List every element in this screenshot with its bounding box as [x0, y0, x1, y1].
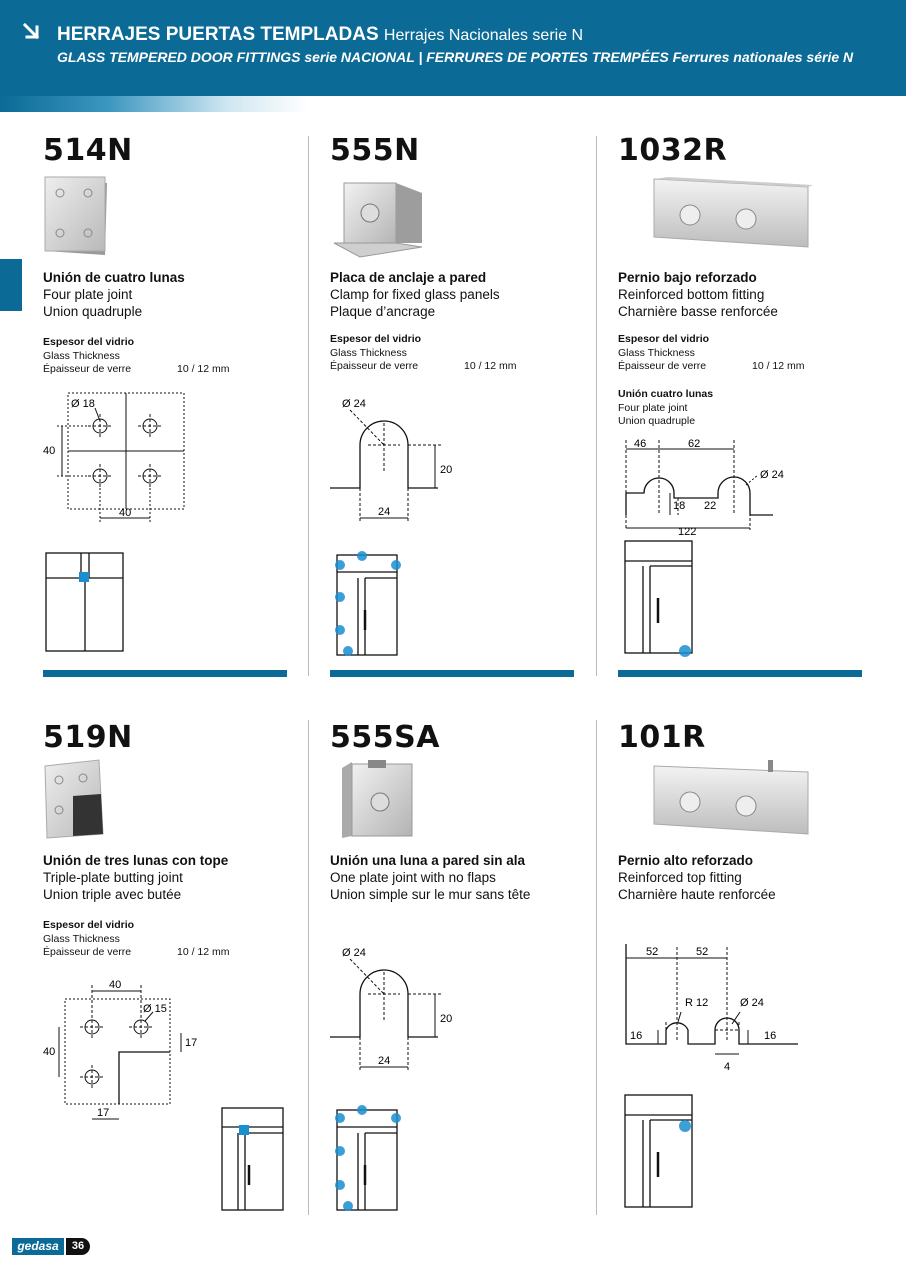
svg-text:Ø 24: Ø 24	[342, 947, 366, 959]
brand-logo: gedasa	[12, 1238, 64, 1255]
header-gradient-band	[0, 96, 906, 112]
technical-drawing	[330, 942, 480, 1077]
door-diagram	[218, 1105, 288, 1220]
technical-drawing	[618, 942, 803, 1082]
technical-drawing	[43, 388, 193, 528]
svg-text:62: 62	[688, 438, 701, 450]
spec-glass-thickness: Espesor del vidrio Glass Thickness Épaisseur de verre 10 / 12 mm	[43, 919, 230, 958]
technical-drawing	[618, 435, 798, 540]
column-divider	[596, 720, 597, 1215]
product-description: Unión de tres lunas con tope Triple-plate butting joint Union triple avec butée	[43, 853, 229, 902]
svg-text:Ø 24: Ø 24	[740, 997, 764, 1009]
svg-text:46: 46	[634, 438, 647, 450]
product-photo	[648, 760, 813, 840]
svg-text:40: 40	[43, 1046, 56, 1058]
fitting-marker	[679, 645, 691, 657]
svg-text:Ø 24: Ø 24	[342, 398, 366, 410]
door-diagram	[43, 550, 133, 660]
svg-text:24: 24	[378, 506, 391, 518]
product-description: Unión de cuatro lunas Four plate joint Union quadruple	[43, 270, 185, 319]
section-bar	[43, 670, 287, 677]
spec-glass-thickness: Espesor del vidrio Glass Thickness Épaisseur de verre 10 / 12 mm	[43, 336, 230, 375]
product-description: Unión una luna a pared sin ala One plate joint with no flaps Union simple sur le mur sans tête	[330, 853, 531, 902]
product-photo	[43, 758, 113, 840]
product-code: 1032R	[618, 133, 728, 168]
section-bar	[618, 670, 862, 677]
door-diagram	[618, 1092, 708, 1217]
product-photo	[338, 760, 418, 840]
svg-text:24: 24	[378, 1055, 391, 1067]
page-number: 36	[66, 1238, 90, 1255]
column-divider	[596, 136, 597, 676]
product-code: 555SA	[330, 720, 440, 755]
side-tab	[0, 259, 22, 311]
product-code: 101R	[618, 720, 706, 755]
product-photo	[648, 177, 813, 253]
page-subtitle: GLASS TEMPERED DOOR FITTINGS serie NACIONAL | FERRURES DE PORTES TREMPÉES Ferrures nationales série N	[57, 49, 854, 65]
spec-four-plate-joint: Unión cuatro lunas Four plate joint Union quadruple	[618, 388, 714, 427]
door-diagram	[330, 550, 420, 665]
door-diagram	[330, 1105, 420, 1220]
svg-text:Ø 18: Ø 18	[71, 398, 95, 410]
svg-text:18: 18	[673, 500, 686, 512]
svg-text:17: 17	[97, 1107, 110, 1119]
product-description: Placa de anclaje a pared Clamp for fixed glass panels Plaque d’ancrage	[330, 270, 500, 319]
svg-text:R 12: R 12	[685, 997, 709, 1009]
page-header	[0, 0, 906, 112]
fitting-marker	[239, 1125, 249, 1135]
column-divider	[308, 720, 309, 1215]
svg-text:Ø 15: Ø 15	[143, 1003, 167, 1015]
product-description: Pernio alto reforzado Reinforced top fitting Charnière haute renforcée	[618, 853, 776, 902]
svg-text:20: 20	[440, 464, 453, 476]
svg-text:Ø 24: Ø 24	[760, 469, 784, 481]
technical-drawing	[43, 975, 218, 1135]
product-code: 519N	[43, 720, 133, 755]
page-title: HERRAJES PUERTAS TEMPLADAS Herrajes Nacionales serie N	[57, 24, 584, 45]
svg-text:52: 52	[646, 946, 659, 958]
section-bar	[330, 670, 574, 677]
arrow-down-right-icon	[22, 22, 42, 42]
svg-text:52: 52	[696, 946, 709, 958]
fitting-marker	[79, 572, 89, 582]
svg-text:122: 122	[678, 526, 697, 538]
svg-text:22: 22	[704, 500, 717, 512]
technical-drawing	[330, 393, 480, 528]
svg-text:16: 16	[630, 1030, 643, 1042]
svg-text:40: 40	[43, 445, 56, 457]
svg-text:20: 20	[440, 1013, 453, 1025]
svg-text:4: 4	[724, 1061, 731, 1073]
column-divider	[308, 136, 309, 676]
svg-text:40: 40	[119, 507, 132, 519]
svg-text:16: 16	[764, 1030, 777, 1042]
product-photo	[330, 177, 430, 259]
spec-glass-thickness: Espesor del vidrio Glass Thickness Épaisseur de verre 10 / 12 mm	[330, 333, 517, 372]
svg-text:17: 17	[185, 1037, 198, 1049]
product-photo	[43, 175, 113, 255]
product-description: Pernio bajo reforzado Reinforced bottom fitting Charnière basse renforcée	[618, 270, 778, 319]
product-code: 514N	[43, 133, 133, 168]
svg-text:40: 40	[109, 979, 122, 991]
fitting-marker	[679, 1120, 691, 1132]
product-code: 555N	[330, 133, 420, 168]
door-diagram	[618, 538, 708, 663]
spec-glass-thickness: Espesor del vidrio Glass Thickness Épaisseur de verre 10 / 12 mm	[618, 333, 805, 372]
